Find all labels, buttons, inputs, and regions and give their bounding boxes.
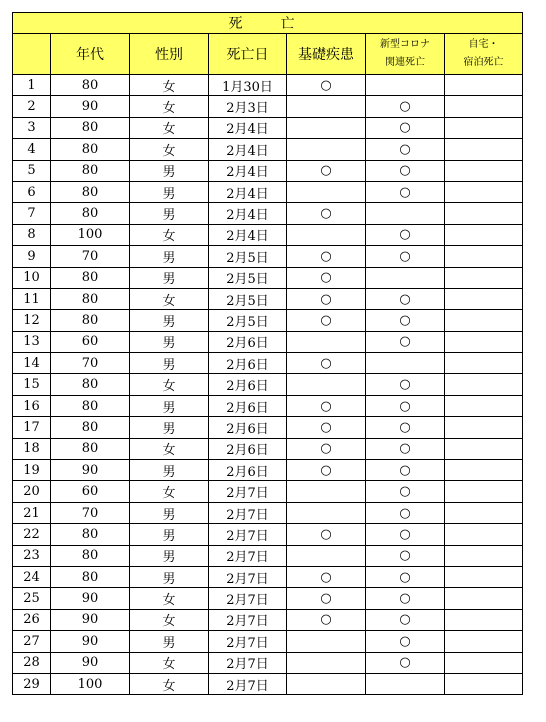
cell-age: 70	[51, 502, 130, 523]
cell-age: 90	[51, 96, 130, 117]
table-row	[13, 417, 523, 438]
cell-date: 2月6日	[209, 331, 287, 352]
cell-date: 2月4日	[209, 160, 287, 181]
cell-age: 60	[51, 331, 130, 352]
table-row	[13, 160, 523, 181]
cell-age: 70	[51, 246, 130, 267]
cell-underlying-disease	[287, 374, 366, 395]
cell-covid-related: ○	[366, 460, 445, 481]
cell-age: 80	[51, 438, 130, 459]
cell-home-death	[445, 267, 523, 288]
cell-covid-related: ○	[366, 374, 445, 395]
cell-covid-related: ○	[366, 438, 445, 459]
table-row	[13, 609, 523, 630]
cell-underlying-disease: ○	[287, 75, 366, 96]
cell-age: 80	[51, 75, 130, 96]
cell-date: 2月6日	[209, 395, 287, 416]
table-row	[13, 673, 523, 694]
cell-date: 2月6日	[209, 438, 287, 459]
cell-sex: 男	[130, 353, 209, 374]
cell-date: 2月6日	[209, 417, 287, 438]
cell-covid-related: ○	[366, 652, 445, 673]
cell-age: 80	[51, 417, 130, 438]
cell-underlying-disease: ○	[287, 310, 366, 331]
cell-age: 80	[51, 203, 130, 224]
cell-date: 2月7日	[209, 673, 287, 694]
header-home-death	[445, 34, 523, 75]
cell-underlying-disease: ○	[287, 160, 366, 181]
cell-number: 25	[13, 588, 51, 609]
table-row	[13, 374, 523, 395]
header-underlying-disease: 基礎疾患	[287, 34, 366, 75]
table-title: 死 亡	[13, 13, 523, 34]
table-header-row	[13, 34, 523, 75]
cell-age: 80	[51, 395, 130, 416]
cell-underlying-disease	[287, 502, 366, 523]
table-row	[13, 224, 523, 245]
table-row	[13, 631, 523, 652]
cell-number: 27	[13, 631, 51, 652]
cell-date: 2月4日	[209, 224, 287, 245]
cell-sex: 女	[130, 481, 209, 502]
cell-date: 1月30日	[209, 75, 287, 96]
table-row	[13, 353, 523, 374]
cell-sex: 女	[130, 288, 209, 309]
cell-home-death	[445, 246, 523, 267]
cell-sex: 男	[130, 417, 209, 438]
cell-home-death	[445, 139, 523, 160]
cell-number: 14	[13, 353, 51, 374]
table-row	[13, 96, 523, 117]
cell-number: 15	[13, 374, 51, 395]
cell-covid-related	[366, 267, 445, 288]
table-row	[13, 203, 523, 224]
cell-home-death	[445, 75, 523, 96]
cell-home-death	[445, 438, 523, 459]
cell-sex: 女	[130, 588, 209, 609]
cell-home-death	[445, 203, 523, 224]
cell-home-death	[445, 181, 523, 202]
cell-number: 16	[13, 395, 51, 416]
cell-sex: 男	[130, 267, 209, 288]
cell-date: 2月4日	[209, 117, 287, 138]
cell-sex: 女	[130, 438, 209, 459]
cell-covid-related: ○	[366, 417, 445, 438]
cell-sex: 男	[130, 460, 209, 481]
cell-covid-related	[366, 673, 445, 694]
cell-age: 60	[51, 481, 130, 502]
cell-date: 2月7日	[209, 524, 287, 545]
cell-number: 8	[13, 224, 51, 245]
cell-date: 2月7日	[209, 481, 287, 502]
cell-underlying-disease: ○	[287, 460, 366, 481]
cell-date: 2月7日	[209, 631, 287, 652]
table-row	[13, 460, 523, 481]
cell-underlying-disease: ○	[287, 566, 366, 587]
cell-number: 26	[13, 609, 51, 630]
cell-home-death	[445, 652, 523, 673]
cell-covid-related: ○	[366, 139, 445, 160]
cell-home-death	[445, 502, 523, 523]
cell-underlying-disease	[287, 117, 366, 138]
table-row	[13, 545, 523, 566]
cell-home-death	[445, 395, 523, 416]
cell-sex: 女	[130, 96, 209, 117]
cell-sex: 男	[130, 502, 209, 523]
cell-number: 20	[13, 481, 51, 502]
header-covid-related-line1: 新型コロナ	[380, 39, 430, 50]
cell-underlying-disease	[287, 224, 366, 245]
cell-sex: 男	[130, 310, 209, 331]
cell-date: 2月7日	[209, 566, 287, 587]
cell-home-death	[445, 609, 523, 630]
header-age: 年代	[51, 34, 130, 75]
cell-covid-related: ○	[366, 631, 445, 652]
cell-age: 90	[51, 460, 130, 481]
cell-number: 18	[13, 438, 51, 459]
cell-number: 24	[13, 566, 51, 587]
cell-underlying-disease	[287, 673, 366, 694]
table-row	[13, 438, 523, 459]
cell-age: 80	[51, 181, 130, 202]
cell-covid-related: ○	[366, 246, 445, 267]
cell-underlying-disease: ○	[287, 353, 366, 374]
cell-age: 80	[51, 117, 130, 138]
cell-sex: 女	[130, 673, 209, 694]
cell-age: 90	[51, 609, 130, 630]
header-date: 死亡日	[209, 34, 287, 75]
cell-home-death	[445, 460, 523, 481]
cell-date: 2月6日	[209, 353, 287, 374]
cell-date: 2月5日	[209, 288, 287, 309]
cell-covid-related: ○	[366, 566, 445, 587]
header-home-death-line2: 宿泊死亡	[463, 57, 504, 68]
cell-age: 100	[51, 224, 130, 245]
cell-covid-related: ○	[366, 545, 445, 566]
cell-home-death	[445, 160, 523, 181]
deaths-table-container	[12, 12, 523, 695]
cell-number: 9	[13, 246, 51, 267]
cell-date: 2月5日	[209, 246, 287, 267]
table-row	[13, 524, 523, 545]
cell-age: 80	[51, 160, 130, 181]
cell-covid-related: ○	[366, 395, 445, 416]
cell-home-death	[445, 481, 523, 502]
cell-sex: 女	[130, 139, 209, 160]
cell-number: 6	[13, 181, 51, 202]
cell-age: 70	[51, 353, 130, 374]
cell-underlying-disease	[287, 631, 366, 652]
cell-covid-related: ○	[366, 524, 445, 545]
table-row	[13, 481, 523, 502]
cell-age: 80	[51, 267, 130, 288]
cell-sex: 男	[130, 631, 209, 652]
cell-home-death	[445, 566, 523, 587]
cell-sex: 女	[130, 609, 209, 630]
cell-home-death	[445, 288, 523, 309]
cell-sex: 男	[130, 545, 209, 566]
cell-date: 2月7日	[209, 588, 287, 609]
cell-underlying-disease	[287, 139, 366, 160]
cell-home-death	[445, 117, 523, 138]
cell-date: 2月7日	[209, 609, 287, 630]
cell-number: 28	[13, 652, 51, 673]
cell-home-death	[445, 417, 523, 438]
cell-date: 2月4日	[209, 203, 287, 224]
cell-age: 80	[51, 566, 130, 587]
cell-number: 23	[13, 545, 51, 566]
cell-number: 1	[13, 75, 51, 96]
cell-sex: 男	[130, 246, 209, 267]
cell-covid-related: ○	[366, 502, 445, 523]
table-row	[13, 395, 523, 416]
cell-covid-related: ○	[366, 160, 445, 181]
cell-underlying-disease: ○	[287, 524, 366, 545]
header-sex: 性別	[130, 34, 209, 75]
cell-home-death	[445, 224, 523, 245]
cell-date: 2月6日	[209, 374, 287, 395]
cell-underlying-disease: ○	[287, 246, 366, 267]
table-row	[13, 331, 523, 352]
cell-number: 29	[13, 673, 51, 694]
cell-covid-related: ○	[366, 96, 445, 117]
cell-sex: 男	[130, 524, 209, 545]
cell-sex: 女	[130, 224, 209, 245]
cell-age: 90	[51, 652, 130, 673]
cell-home-death	[445, 588, 523, 609]
cell-underlying-disease	[287, 652, 366, 673]
cell-home-death	[445, 310, 523, 331]
cell-covid-related	[366, 353, 445, 374]
cell-covid-related: ○	[366, 588, 445, 609]
cell-underlying-disease: ○	[287, 203, 366, 224]
cell-covid-related: ○	[366, 224, 445, 245]
table-row	[13, 139, 523, 160]
cell-sex: 男	[130, 395, 209, 416]
cell-age: 80	[51, 374, 130, 395]
cell-underlying-disease	[287, 545, 366, 566]
table-row	[13, 117, 523, 138]
cell-date: 2月5日	[209, 267, 287, 288]
table-body	[13, 75, 523, 695]
header-home-death-line1: 自宅・	[468, 39, 499, 50]
cell-age: 80	[51, 288, 130, 309]
cell-number: 21	[13, 502, 51, 523]
table-row	[13, 288, 523, 309]
cell-home-death	[445, 524, 523, 545]
header-covid-related	[366, 34, 445, 75]
cell-sex: 男	[130, 566, 209, 587]
table-row	[13, 267, 523, 288]
cell-sex: 女	[130, 75, 209, 96]
cell-underlying-disease: ○	[287, 417, 366, 438]
cell-date: 2月6日	[209, 460, 287, 481]
cell-underlying-disease	[287, 331, 366, 352]
cell-age: 80	[51, 310, 130, 331]
cell-date: 2月4日	[209, 139, 287, 160]
table-row	[13, 246, 523, 267]
deaths-table	[12, 12, 523, 695]
cell-date: 2月7日	[209, 652, 287, 673]
cell-number: 19	[13, 460, 51, 481]
cell-sex: 男	[130, 203, 209, 224]
cell-date: 2月3日	[209, 96, 287, 117]
cell-age: 90	[51, 588, 130, 609]
cell-home-death	[445, 96, 523, 117]
table-row	[13, 310, 523, 331]
cell-number: 5	[13, 160, 51, 181]
cell-covid-related: ○	[366, 310, 445, 331]
cell-covid-related: ○	[366, 609, 445, 630]
cell-covid-related: ○	[366, 481, 445, 502]
cell-number: 10	[13, 267, 51, 288]
cell-number: 3	[13, 117, 51, 138]
cell-home-death	[445, 545, 523, 566]
cell-date: 2月7日	[209, 502, 287, 523]
cell-home-death	[445, 374, 523, 395]
cell-underlying-disease: ○	[287, 609, 366, 630]
table-row	[13, 588, 523, 609]
cell-number: 22	[13, 524, 51, 545]
table-row	[13, 181, 523, 202]
cell-underlying-disease: ○	[287, 267, 366, 288]
cell-covid-related: ○	[366, 288, 445, 309]
table-title-row	[13, 13, 523, 34]
cell-covid-related	[366, 75, 445, 96]
cell-number: 12	[13, 310, 51, 331]
cell-sex: 女	[130, 117, 209, 138]
cell-age: 80	[51, 524, 130, 545]
cell-underlying-disease	[287, 96, 366, 117]
cell-home-death	[445, 331, 523, 352]
cell-date: 2月4日	[209, 181, 287, 202]
cell-home-death	[445, 353, 523, 374]
cell-age: 80	[51, 139, 130, 160]
cell-number: 13	[13, 331, 51, 352]
cell-number: 2	[13, 96, 51, 117]
table-row	[13, 652, 523, 673]
cell-age: 100	[51, 673, 130, 694]
cell-sex: 男	[130, 160, 209, 181]
cell-date: 2月7日	[209, 545, 287, 566]
table-row	[13, 75, 523, 96]
cell-age: 80	[51, 545, 130, 566]
cell-underlying-disease: ○	[287, 395, 366, 416]
cell-number: 17	[13, 417, 51, 438]
cell-number: 7	[13, 203, 51, 224]
cell-date: 2月5日	[209, 310, 287, 331]
table-row	[13, 566, 523, 587]
cell-underlying-disease	[287, 481, 366, 502]
cell-covid-related: ○	[366, 331, 445, 352]
cell-underlying-disease	[287, 181, 366, 202]
cell-covid-related: ○	[366, 117, 445, 138]
cell-sex: 男	[130, 181, 209, 202]
cell-number: 4	[13, 139, 51, 160]
header-number	[13, 34, 51, 75]
cell-sex: 女	[130, 374, 209, 395]
cell-number: 11	[13, 288, 51, 309]
cell-sex: 女	[130, 652, 209, 673]
cell-underlying-disease: ○	[287, 288, 366, 309]
cell-sex: 男	[130, 331, 209, 352]
table-row	[13, 502, 523, 523]
header-covid-related-line2: 関連死亡	[385, 57, 425, 68]
cell-age: 90	[51, 631, 130, 652]
cell-underlying-disease: ○	[287, 588, 366, 609]
cell-covid-related: ○	[366, 181, 445, 202]
cell-covid-related	[366, 203, 445, 224]
cell-underlying-disease: ○	[287, 438, 366, 459]
cell-home-death	[445, 673, 523, 694]
cell-home-death	[445, 631, 523, 652]
